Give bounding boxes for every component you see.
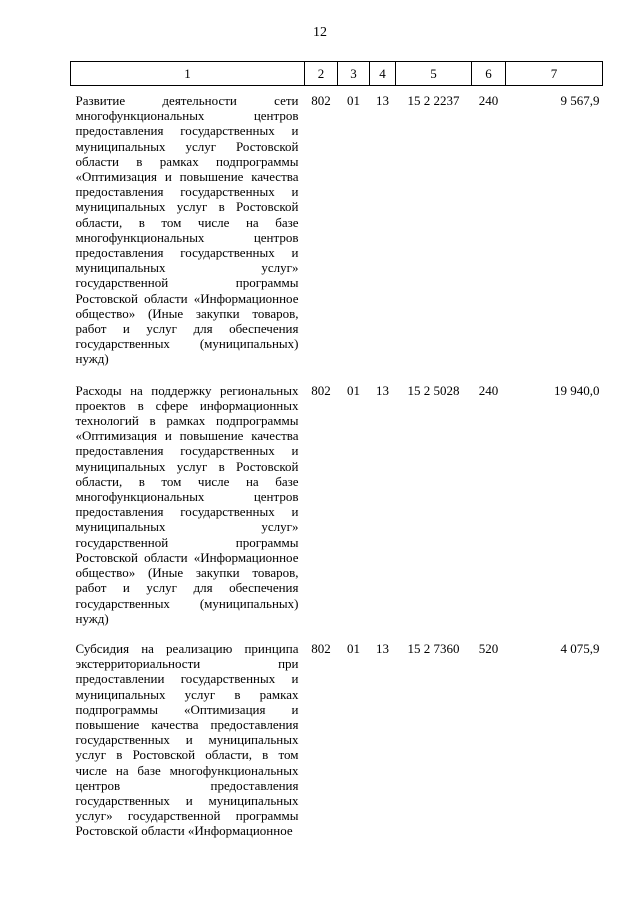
row-subsection-code: 13	[376, 93, 389, 108]
budget-table	[70, 61, 603, 839]
row-expense-type-code: 240	[478, 93, 499, 108]
row-ministry-code: 802	[311, 640, 331, 656]
column-header-7: 7	[506, 62, 603, 86]
column-header-2: 2	[305, 62, 338, 86]
row-ministry-code: 802	[311, 93, 331, 108]
row-target-code: 15 2 2237	[407, 93, 460, 108]
page-number: 12	[313, 25, 327, 40]
table-row	[71, 86, 603, 378]
row-subsection-code: 13	[376, 382, 389, 398]
column-header-6: 6	[472, 62, 506, 86]
row-target-code: 15 2 5028	[407, 382, 460, 398]
row-expense-type-code: 520	[478, 640, 499, 656]
row-section-code: 01	[347, 93, 360, 108]
table-header-row	[71, 62, 603, 86]
column-header-5: 5	[396, 62, 472, 86]
row-description: Субсидия на реализацию принципа экстерриториальности при предоставлении государственных и муниципальных услуг в рамках подпрограммы «Оптимизация и повышение качества предоставления государственных и муниципальных услуг в Ростовской области, в том числе на базе многофункциональных центров предоставления государственных и муниципальных услуг» государственной программы Ростовской области «Информационное	[75, 640, 299, 839]
column-header-3: 3	[338, 62, 370, 86]
row-amount: 9 567,9	[560, 93, 600, 108]
row-amount: 19 940,0	[554, 382, 600, 398]
row-ministry-code: 802	[311, 382, 331, 398]
table-row	[71, 636, 603, 839]
row-target-code: 15 2 7360	[407, 640, 460, 656]
row-section-code: 01	[347, 640, 360, 656]
table-row	[71, 378, 603, 636]
column-header-1: 1	[71, 62, 305, 86]
column-header-4: 4	[370, 62, 396, 86]
row-section-code: 01	[347, 382, 360, 398]
row-subsection-code: 13	[376, 640, 389, 656]
row-description: Развитие деятельности сети многофункциональных центров предоставления государственных и муниципальных услуг Ростовской области в рамках подпрограммы «Оптимизация и повышение качества предоставления государственных и муниципальных услуг в Ростовской области, в том числе на базе многофункциональных центров предоставления государственных и муниципальных услуг» государственной программы Ростовской области «Информационное общество» (Иные закупки товаров, работ и услуг для обеспечения государственных (муниципальных) нужд)	[75, 93, 299, 367]
row-description: Расходы на поддержку региональных проектов в сфере информационных технологий в рамках подпрограммы «Оптимизация и повышение качества предоставления государственных и муниципальных услуг в Ростовской области, в том числе на базе многофункциональных центров предоставления государственных и муниципальных услуг» государственной программы Ростовской области «Информационное общество» (Иные закупки товаров, работ и услуг для обеспечения государственных (муниципальных) нужд)	[75, 382, 299, 626]
row-expense-type-code: 240	[478, 382, 499, 398]
row-amount: 4 075,9	[560, 640, 600, 656]
